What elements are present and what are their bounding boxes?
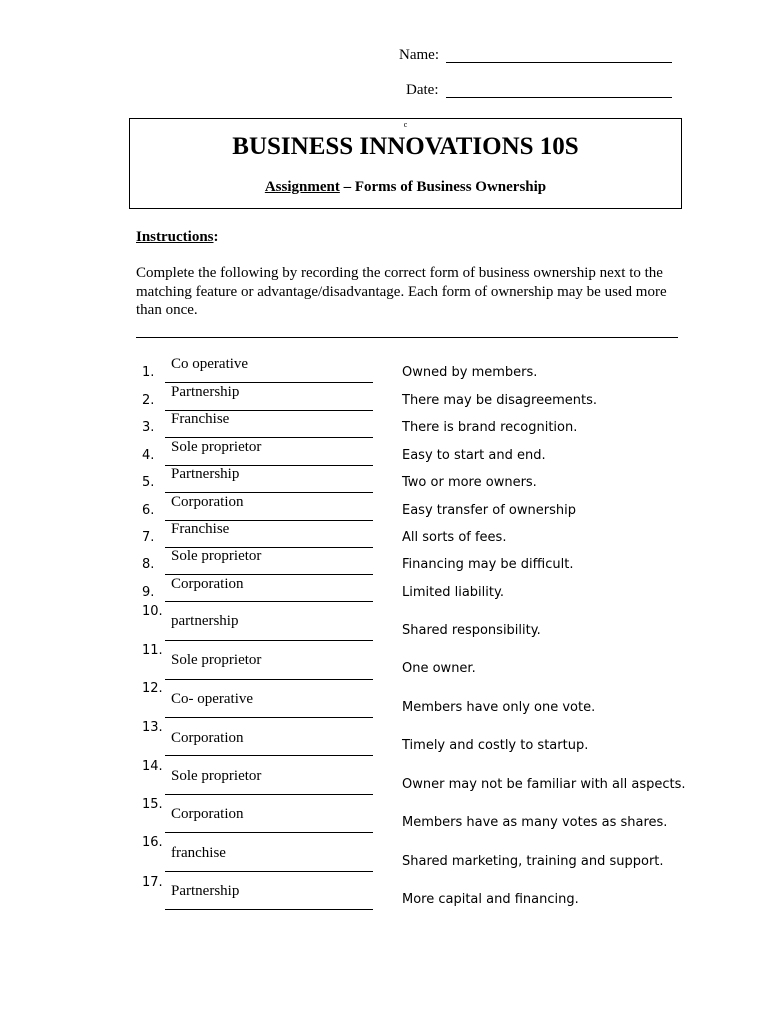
item-number: 1. [142,365,155,380]
answer-field[interactable]: Franchise [171,411,230,427]
answer-underline [165,717,373,718]
item-number: 4. [142,448,155,463]
item-number: 12. [142,681,163,696]
instructions-body: Complete the following by recording the correct form of business ownership next to the matching feature or advantage/disadvantage. Each form of ownership may be used more than once. [136,265,667,318]
item-number: 8. [142,557,155,572]
feature-description: Shared marketing, training and support. [402,854,664,869]
item-number: 16. [142,835,163,850]
answer-field[interactable]: Sole proprietor [171,548,262,564]
answer-field[interactable]: Corporation [171,576,244,592]
answer-underline [165,794,373,795]
feature-description: There is brand recognition. [402,420,578,435]
item-number: 15. [142,797,163,812]
feature-description: Owner may not be familiar with all aspects. [402,777,686,792]
answer-underline [165,492,373,493]
title-mark: c [403,120,408,129]
answer-field[interactable]: Franchise [171,521,230,537]
feature-description: More capital and financing. [402,892,579,907]
answer-underline [165,382,373,383]
feature-description: Timely and costly to startup. [402,738,589,753]
item-number: 14. [142,759,163,774]
item-number: 3. [142,420,155,435]
answer-underline [165,437,373,438]
answer-field[interactable]: Co operative [171,356,249,372]
feature-description: All sorts of fees. [402,530,507,545]
feature-description: Easy to start and end. [402,448,546,463]
answer-field[interactable]: Co- operative [171,691,254,707]
title-box [129,118,682,209]
item-number: 13. [142,720,163,735]
answer-underline [165,832,373,833]
answer-field[interactable]: Corporation [171,494,244,510]
feature-description: Two or more owners. [402,475,537,490]
feature-description: Members have as many votes as shares. [402,815,668,830]
answer-field[interactable]: franchise [171,845,226,861]
feature-description: Owned by members. [402,365,538,380]
item-number: 5. [142,475,155,490]
answer-field[interactable]: Corporation [171,730,244,746]
answer-field[interactable]: Partnership [171,466,240,482]
date-label: Date: [406,82,439,98]
date-field-line[interactable] [446,97,672,98]
subtitle-assignment: Assignment [264,179,340,195]
feature-description: One owner. [402,661,476,676]
feature-description: Easy transfer of ownership [402,503,576,518]
instructions-heading [136,229,219,246]
item-number: 17. [142,875,163,890]
item-number: 9. [142,585,155,600]
feature-description: Limited liability. [402,585,504,600]
answer-field[interactable]: Corporation [171,806,244,822]
answer-underline [165,871,373,872]
answer-field[interactable]: partnership [171,613,239,629]
feature-description: Shared responsibility. [402,623,541,638]
answer-underline [165,909,373,910]
item-number: 10. [142,604,163,619]
name-label: Name: [399,47,439,63]
feature-description: Financing may be difficult. [402,557,574,572]
subtitle-topic: – Forms of Business Ownership [339,179,547,195]
answer-underline [165,601,373,602]
feature-description: There may be disagreements. [402,393,598,408]
page-title: BUSINESS INNOVATIONS 10S [232,133,579,160]
answer-field[interactable]: Partnership [171,883,240,899]
answer-underline [165,755,373,756]
answer-underline [165,679,373,680]
answer-field[interactable]: Partnership [171,384,240,400]
item-number: 7. [142,530,155,545]
item-number: 2. [142,393,155,408]
answer-field[interactable]: Sole proprietor [171,439,262,455]
feature-description: Members have only one vote. [402,700,596,715]
section-divider [136,337,678,338]
answer-field[interactable]: Sole proprietor [171,652,262,668]
instructions-heading-text: Instructions [136,229,214,245]
name-field-line[interactable] [446,62,672,63]
instructions-heading-colon: : [213,229,219,245]
item-number: 11. [142,643,163,658]
page-subtitle [130,179,681,196]
answer-underline [165,574,373,575]
item-number: 6. [142,503,155,518]
answer-underline [165,640,373,641]
answer-field[interactable]: Sole proprietor [171,768,262,784]
